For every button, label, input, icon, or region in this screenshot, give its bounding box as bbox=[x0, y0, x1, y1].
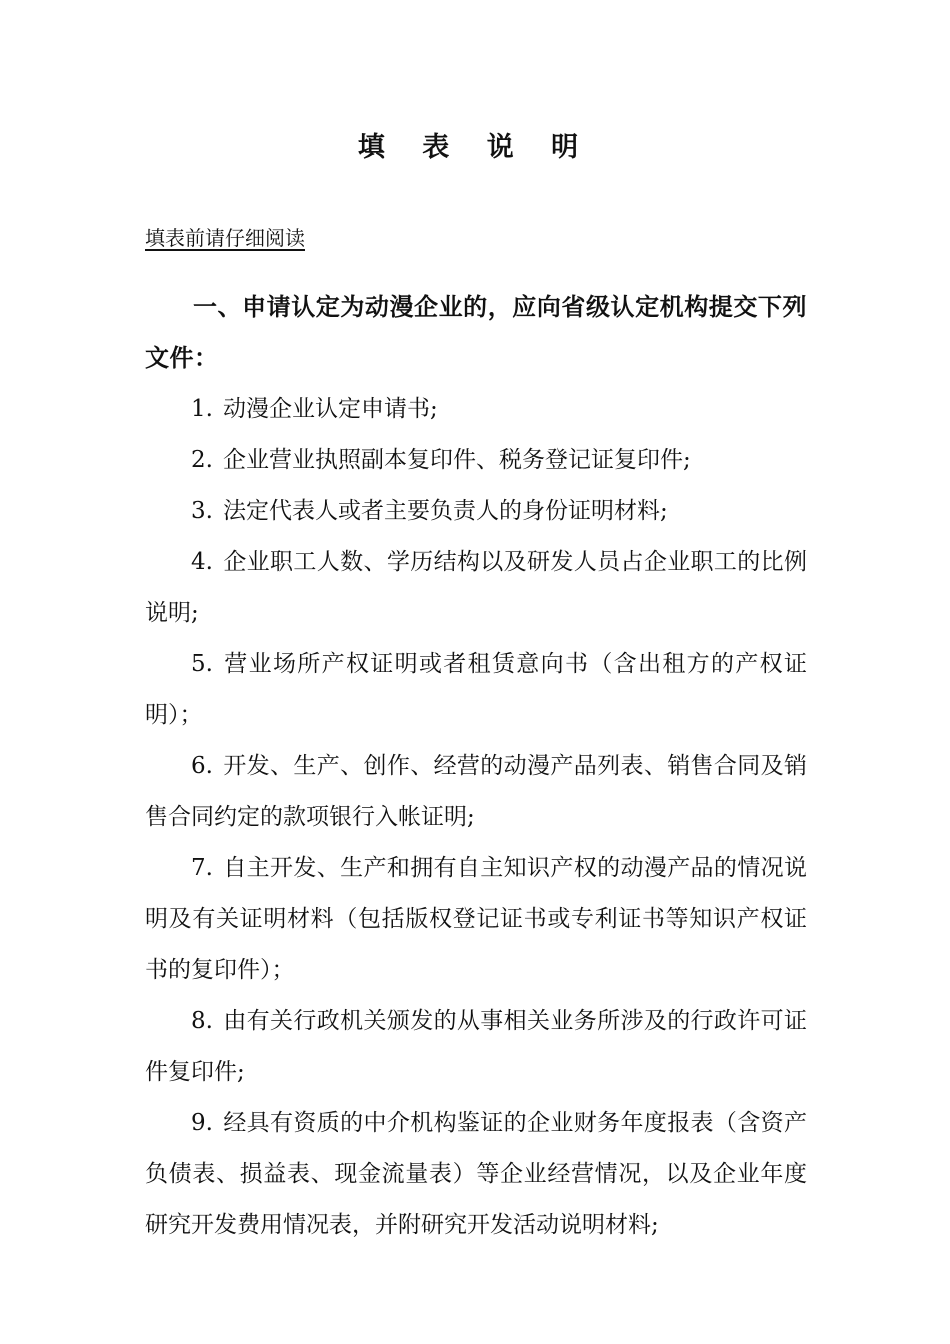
list-item bbox=[145, 639, 807, 741]
item-text: 开发、生产、创作、经营的动漫产品列表、销售合同及销售合同约定的款项银行入帐证明; bbox=[145, 753, 807, 830]
list-item bbox=[145, 486, 807, 537]
item-number: 4. bbox=[191, 549, 213, 575]
item-number: 3. bbox=[191, 498, 213, 524]
item-text: 经具有资质的中介机构鉴证的企业财务年度报表（含资产负债表、损益表、现金流量表）等企业经营情况，以及企业年度研究开发费用情况表，并附研究开发活动说明材料; bbox=[145, 1110, 807, 1238]
item-number: 5. bbox=[191, 651, 213, 677]
item-text: 动漫企业认定申请书; bbox=[222, 396, 438, 422]
item-text: 由有关行政机关颁发的从事相关业务所涉及的行政许可证件复印件; bbox=[145, 1008, 807, 1085]
item-number: 6. bbox=[191, 753, 213, 779]
item-text: 自主开发、生产和拥有自主知识产权的动漫产品的情况说明及有关证明材料（包括版权登记证书或专利证书等知识产权证书的复印件）； bbox=[145, 855, 807, 983]
document-body bbox=[145, 282, 807, 1251]
list-item bbox=[145, 384, 807, 435]
list-item bbox=[145, 996, 807, 1098]
reading-note: 填表前请仔细阅读 bbox=[145, 226, 305, 250]
list-item bbox=[145, 741, 807, 843]
list-item bbox=[145, 537, 807, 639]
item-text: 营业场所产权证明或者租赁意向书（含出租方的产权证明）； bbox=[145, 651, 807, 728]
item-text: 企业营业执照副本复印件、税务登记证复印件; bbox=[222, 447, 691, 473]
item-number: 8. bbox=[191, 1008, 213, 1034]
list-item bbox=[145, 1098, 807, 1251]
section-heading: 一、申请认定为动漫企业的，应向省级认定机构提交下列文件： bbox=[145, 293, 807, 372]
item-number: 7. bbox=[191, 855, 213, 881]
item-number: 9. bbox=[191, 1110, 213, 1136]
list-item bbox=[145, 435, 807, 486]
item-text: 法定代表人或者主要负责人的身份证明材料; bbox=[222, 498, 668, 524]
item-number: 2. bbox=[191, 447, 213, 473]
item-number: 1. bbox=[191, 396, 213, 422]
page-title: 填 表 说 明 bbox=[357, 132, 593, 163]
list-item bbox=[145, 843, 807, 996]
item-text: 企业职工人数、学历结构以及研发人员占企业职工的比例说明; bbox=[145, 549, 807, 626]
